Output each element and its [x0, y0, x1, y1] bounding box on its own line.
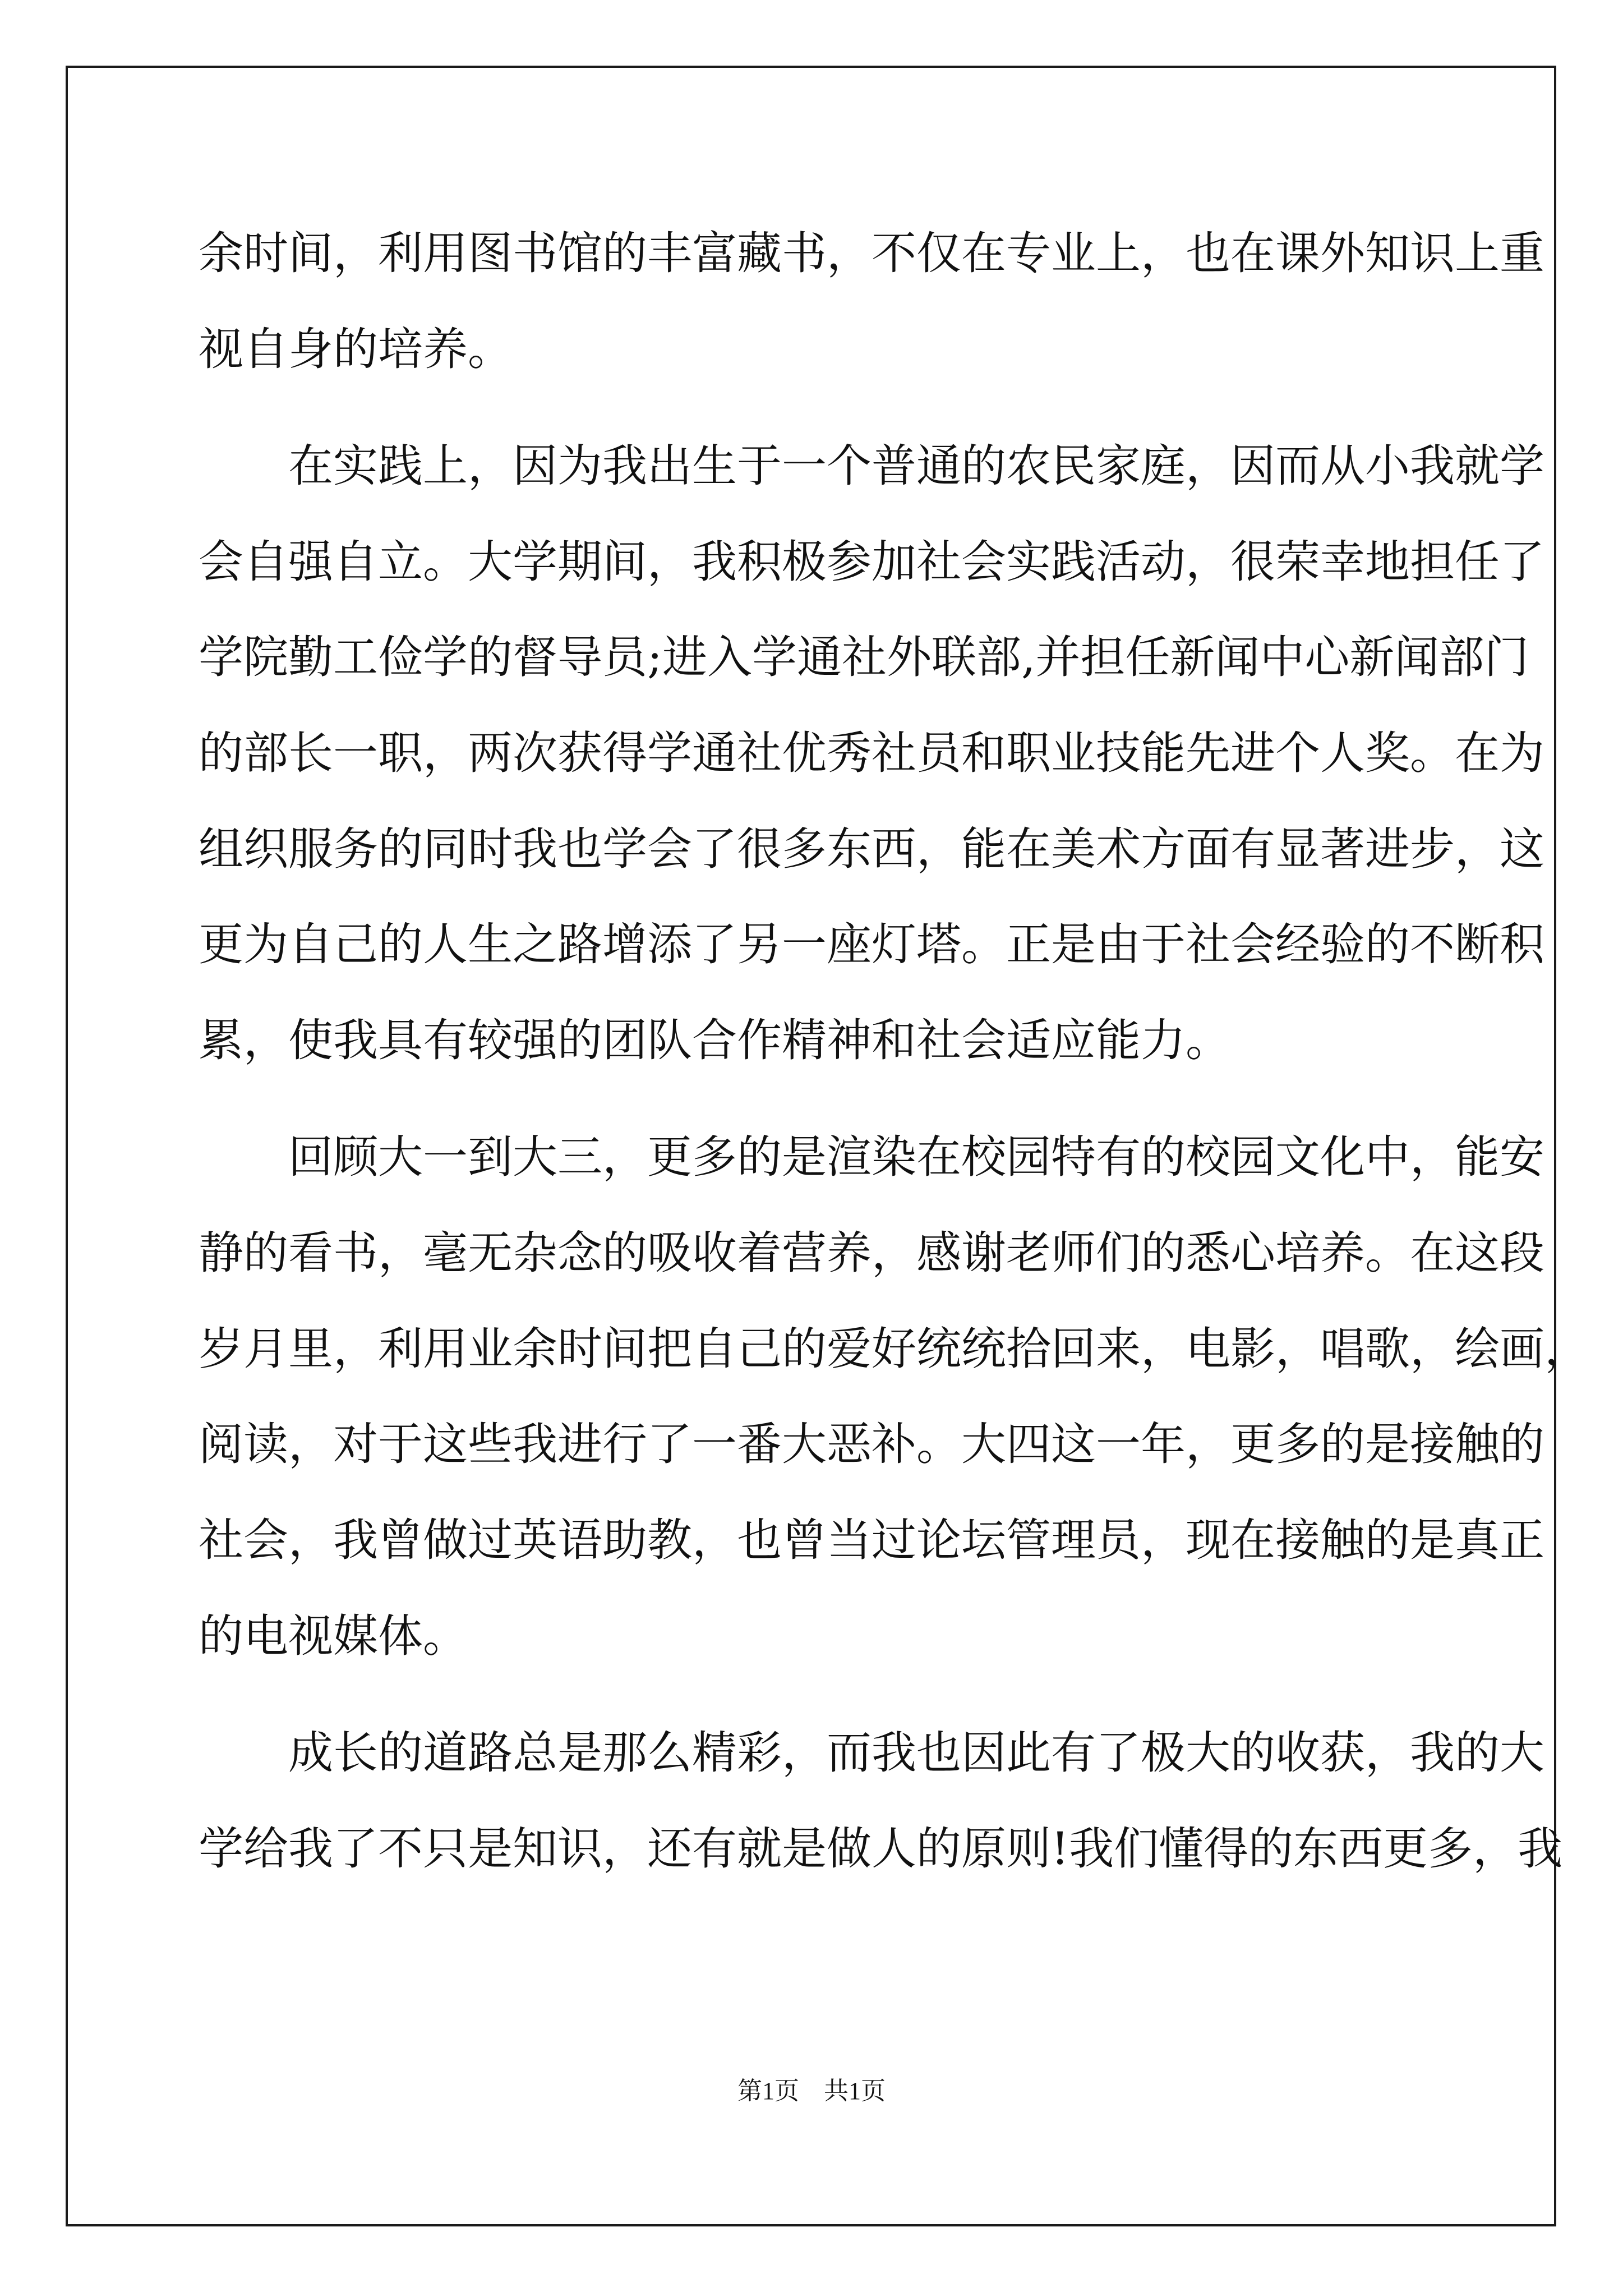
body-line-5: 学院勤工俭学的督导员;进入学通社外联部,并担任新闻中心新闻部门 [199, 631, 1529, 683]
body-line-10: 回顾大一到大三，更多的是渲染在校园特有的校园文化中，能安 [199, 1131, 1544, 1183]
body-line-2: 视自身的培养。 [199, 323, 513, 375]
body-line-9: 累，使我具有较强的团队合作精神和社会适应能力。 [199, 1014, 1230, 1066]
body-line-12: 岁月里，利用业余时间把自己的爱好统统拾回来，电影，唱歌，绘画， [199, 1323, 1589, 1375]
body-line-14: 社会，我曾做过英语助教，也曾当过论坛管理员，现在接触的是真正 [199, 1514, 1544, 1566]
body-line-11: 静的看书，毫无杂念的吸收着营养，感谢老师们的悉心培养。在这段 [199, 1227, 1544, 1279]
body-line-6: 的部长一职，两次获得学通社优秀社员和职业技能先进个人奖。在为 [199, 727, 1544, 779]
page-number-footer: 第1页 共1页 [737, 2077, 886, 2105]
body-line-15: 的电视媒体。 [199, 1610, 468, 1662]
body-line-4: 会自强自立。大学期间，我积极参加社会实践活动，很荣幸地担任了 [199, 536, 1544, 588]
body-line-8: 更为自己的人生之路增添了另一座灯塔。正是由于社会经验的不断积 [199, 918, 1544, 970]
body-line-16: 成长的道路总是那么精彩，而我也因此有了极大的收获，我的大 [199, 1727, 1544, 1779]
body-line-1: 余时间，利用图书馆的丰富藏书，不仅在专业上，也在课外知识上重 [199, 227, 1544, 279]
body-line-7: 组织服务的同时我也学会了很多东西，能在美术方面有显著进步，这 [199, 823, 1544, 875]
body-line-13: 阅读，对于这些我进行了一番大恶补。大四这一年，更多的是接触的 [199, 1418, 1544, 1470]
body-line-17: 学给我了不只是知识，还有就是做人的原则!我们懂得的东西更多，我 [199, 1823, 1563, 1875]
body-line-3: 在实践上，因为我出生于一个普通的农民家庭，因而从小我就学 [199, 440, 1544, 492]
